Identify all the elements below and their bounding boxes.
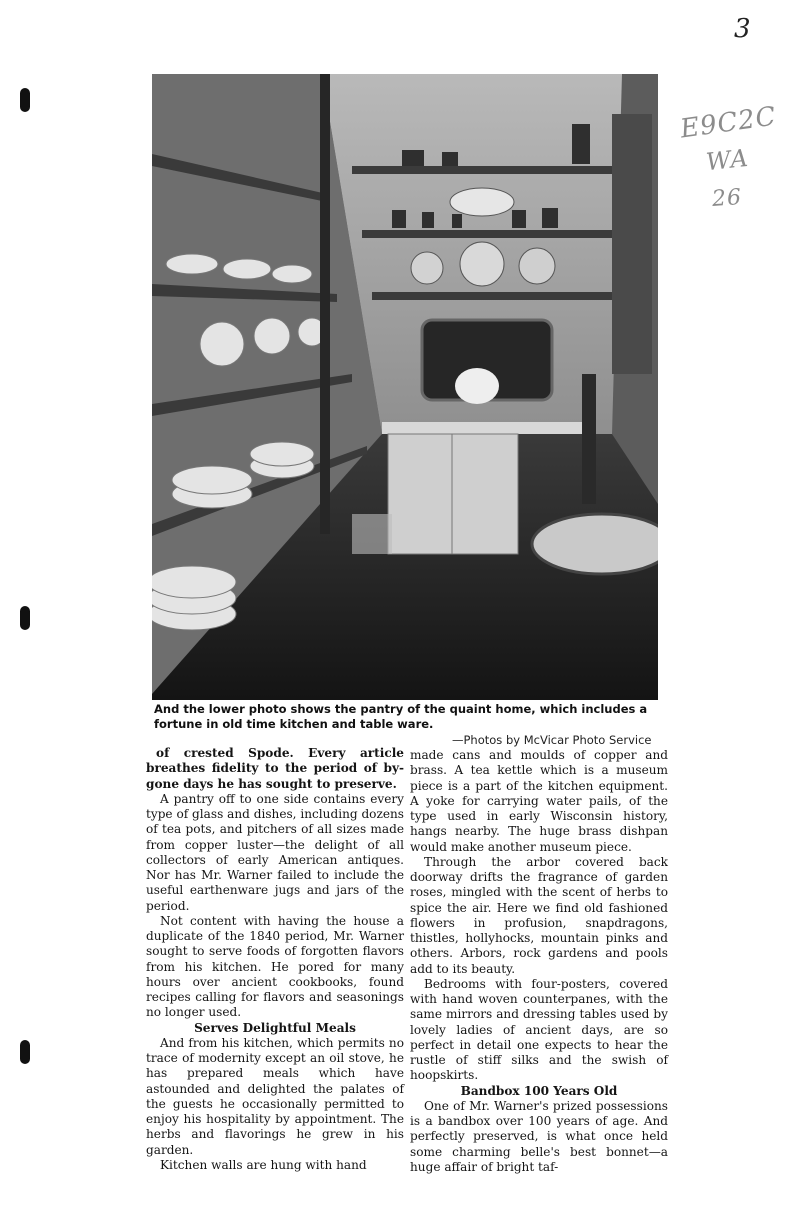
article-paragraph: Through the arbor covered back doorway drifts the fragrance of garden roses, mingled with the scent of herbs to spice the air. Here we find old fashioned flowers in profusion, snapdragons, thistles, hollyhocks, mountain pinks and others. Arbors, rock gardens and pools add to its beauty. — [410, 854, 668, 976]
section-heading: Bandbox 100 Years Old — [460, 1083, 618, 1098]
article-paragraph: A pantry off to one side contains every type of glass and dishes, including dozens of tea pots, and pitchers of all sizes made from copper luster—the delight of all collectors of early American antiques. Nor has Mr. Warner failed to include the useful earthenware jugs and jars of the period. — [146, 791, 404, 913]
handwritten-note: 26 — [711, 184, 743, 213]
pantry-photo — [152, 74, 658, 700]
punch-hole — [20, 88, 30, 112]
article-paragraph: Bedrooms with four-posters, covered with hand woven counterpanes, with the same mirrors and dressing tables used by lovely ladies of ancient days, are so perfect in detail one expects to hear the rustle of stiff silks and the swish of hoopskirts. — [410, 976, 668, 1083]
pantry-photo-illustration — [152, 74, 658, 700]
article-paragraph: And from his kitchen, which permits no trace of modernity except an oil stove, he has prepared meals which have astounded and delighted the palates of the guests he occasionally permitted to enjoy his hospitality by appointment. The herbs and flavorings he grew in his garden. — [146, 1035, 404, 1157]
section-heading: Serves Delightful Meals — [194, 1020, 356, 1035]
article-lead: of crested Spode. Every article breathes fidelity to the period of by-gone days he has sought to preserve. — [146, 746, 404, 791]
article-paragraph: made cans and moulds of copper and brass. A tea kettle which is a museum piece is a part of the kitchen equipment. A yoke for carrying water pails, of the type used in early Wisconsin history, hangs nearby. The huge brass dishpan would make another museum piece. — [410, 748, 668, 854]
handwritten-note: WA — [704, 143, 751, 177]
handwritten-note: E9C2C — [678, 101, 779, 145]
article-column-right — [410, 748, 668, 1175]
page-number: 3 — [734, 14, 751, 44]
article-paragraph: Kitchen walls are hung with hand — [160, 1157, 367, 1172]
punch-hole — [20, 606, 30, 630]
photo-credit: —Photos by McVicar Photo Service — [452, 733, 652, 747]
article-column-left — [146, 746, 404, 1173]
article-paragraph: Not content with having the house a duplicate of the 1840 period, Mr. Warner sought to serve foods of forgotten flavors from his kitchen. He pored for many hours over ancient cookbooks, found recipes calling for flavors and seasonings no longer used. — [146, 913, 404, 1020]
punch-hole — [20, 1040, 30, 1064]
photo-caption: And the lower photo shows the pantry of the quaint home, which includes a fortune in old time kitchen and table ware. — [154, 702, 648, 731]
article-paragraph: One of Mr. Warner's prized possessions is a bandbox over 100 years of age. And perfectly preserved, is what once held some charming belle's best bonnet—a huge affair of bright taf- — [410, 1098, 668, 1174]
